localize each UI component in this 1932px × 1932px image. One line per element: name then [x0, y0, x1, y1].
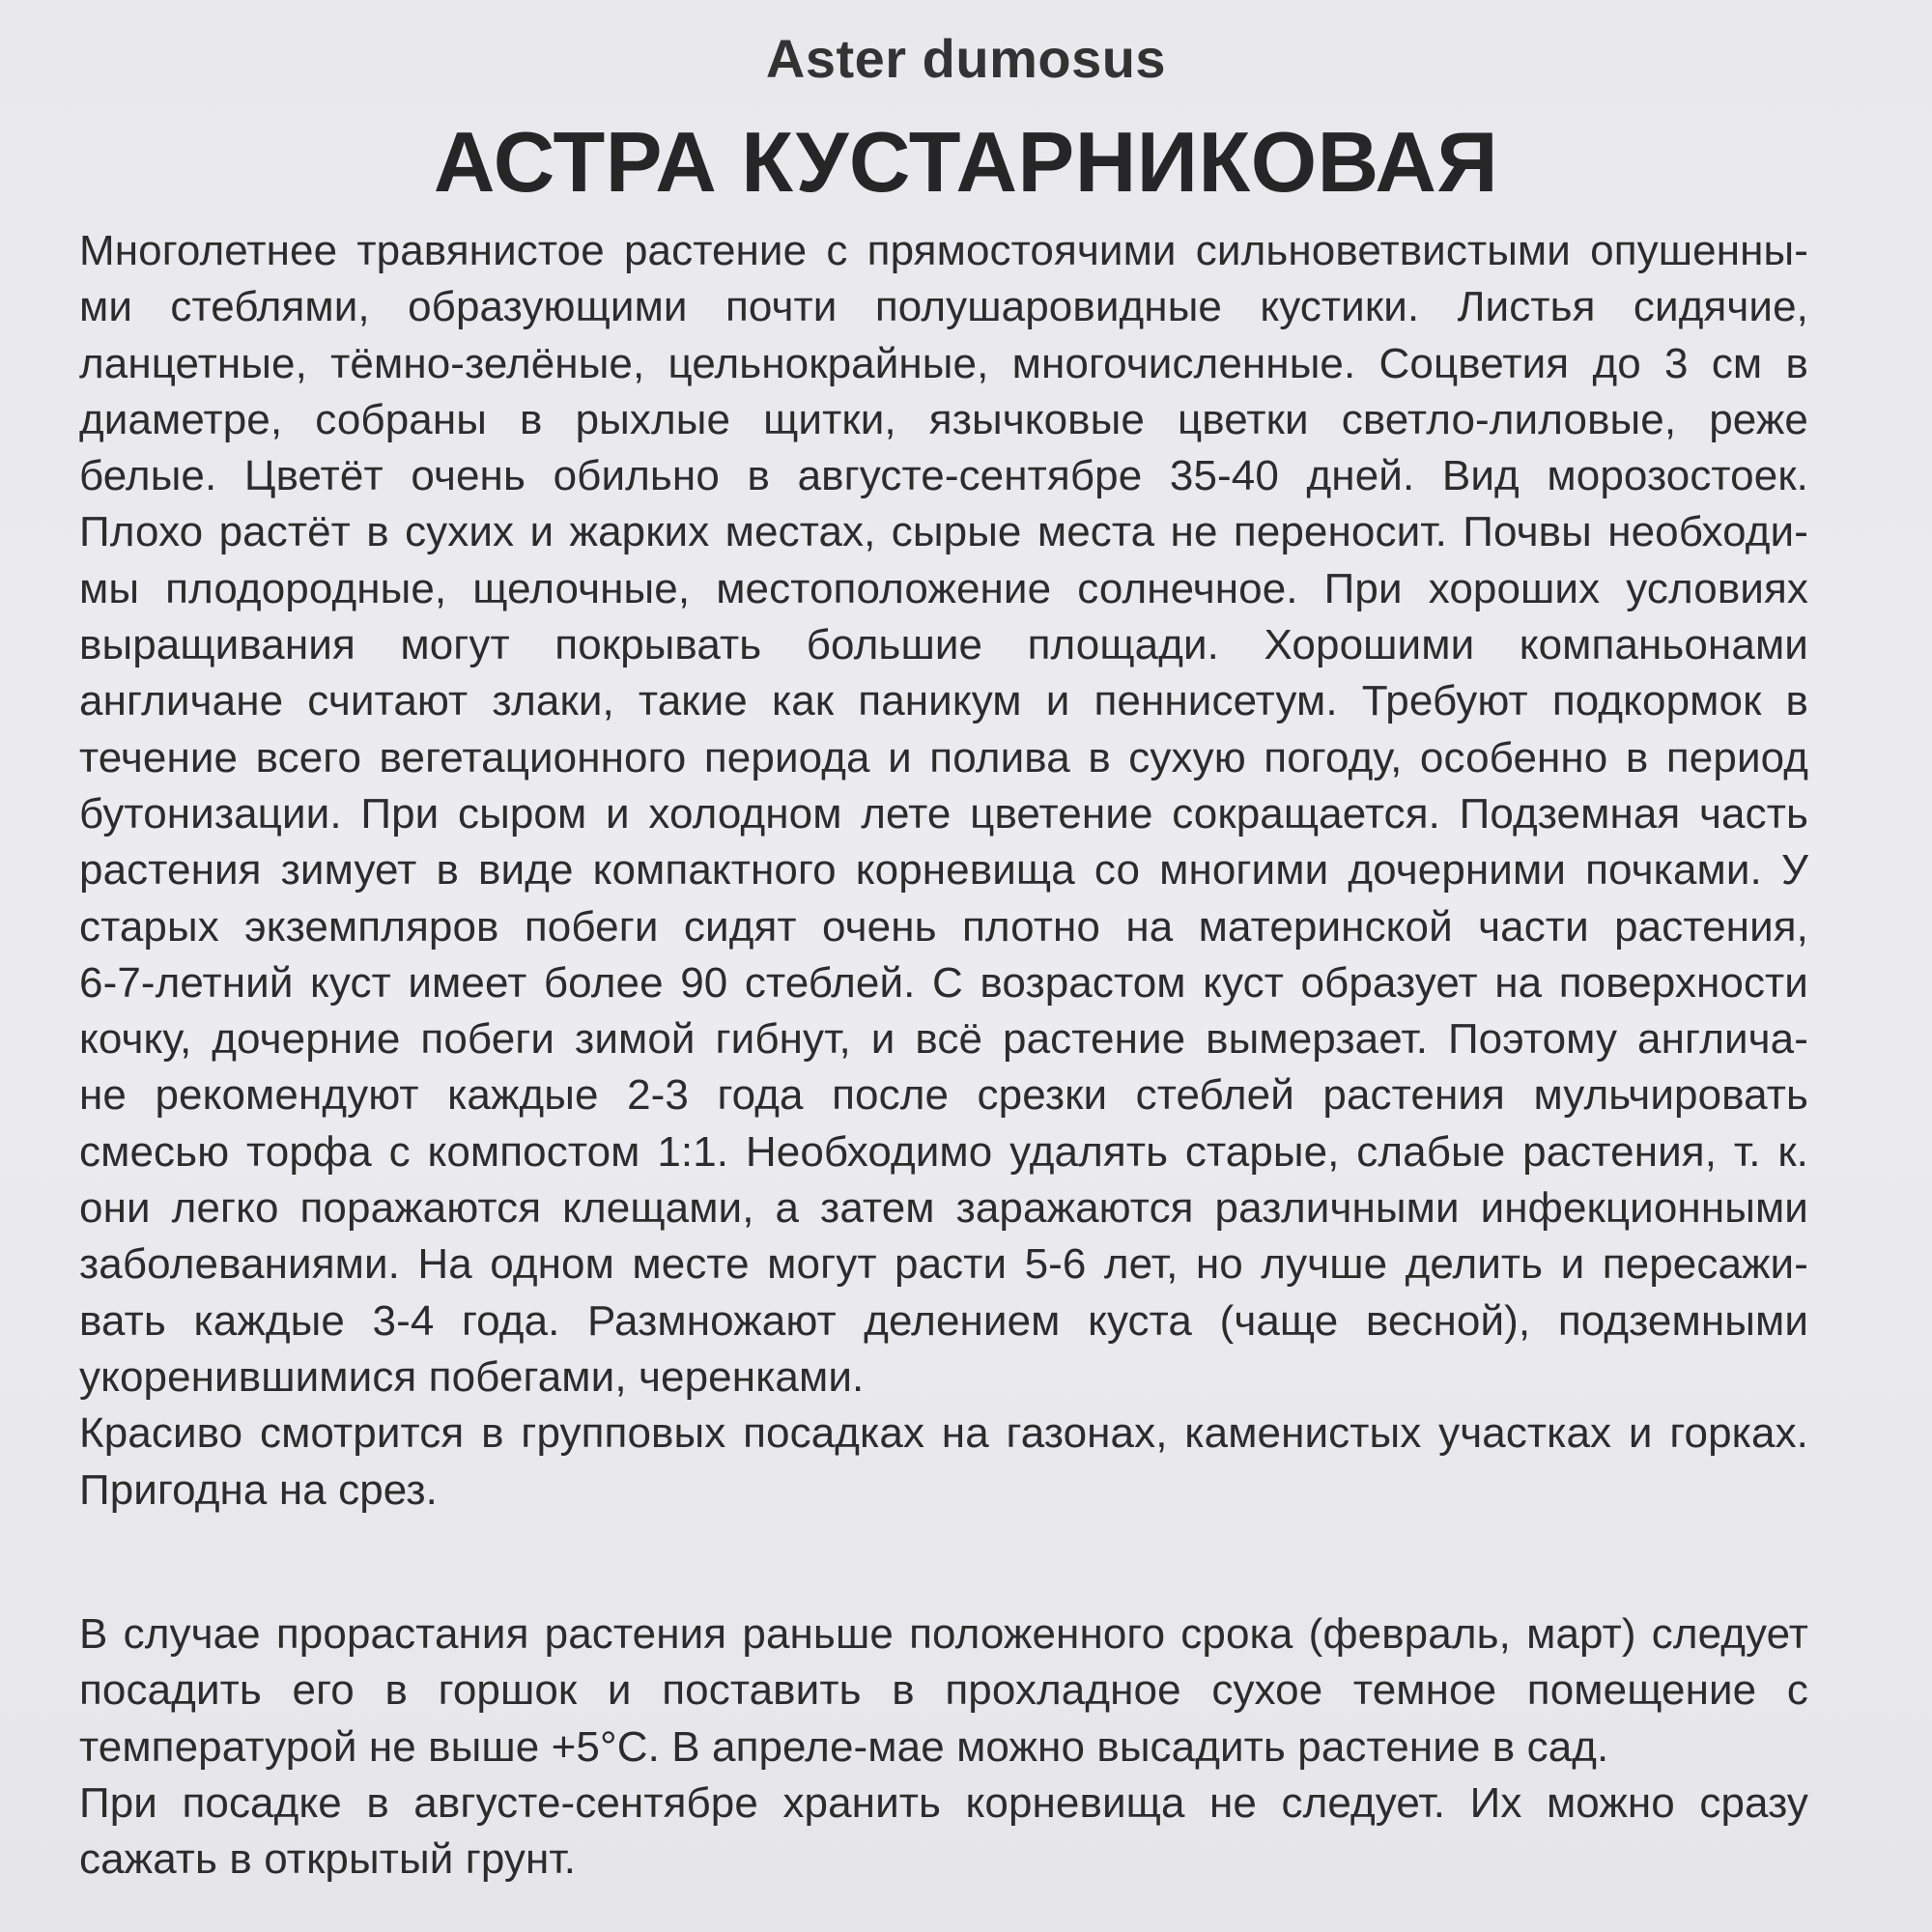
description-line: вать каждые 3-4 года. Размножают делением куста (чаще весной), подземными	[79, 1296, 1808, 1345]
description-line: Пригодна на срез.	[79, 1465, 438, 1514]
description-line: 6-7-летний куст имеет более 90 стеблей. С возрастом куст образует на поверхности	[79, 958, 1808, 1007]
description-line: диаметре, собраны в рыхлые щитки, язычковые цветки светло-лиловые, реже	[79, 395, 1808, 443]
note-line: сажать в открытый грунт.	[79, 1835, 577, 1884]
description-line: Красиво смотрится в групповых посадках на газонах, каменистых участках и горках.	[79, 1409, 1808, 1458]
description-line: они легко поражаются клещами, а затем заражаются различными инфекционными	[79, 1184, 1808, 1233]
description-line: ми стеблями, образующими почти полушаровидные кустики. Листья сидячие,	[79, 283, 1808, 331]
description-line: течение всего вегетационного периода и полива в сухую погоду, особенно в период	[79, 733, 1808, 781]
description-line: бутонизации. При сыром и холодном лете цветение сокращается. Подземная часть	[79, 789, 1808, 838]
description-line: мы плодородные, щелочные, местоположение солнечное. При хороших условиях	[79, 564, 1808, 612]
description-line: смесью торфа с компостом 1:1. Необходимо удалять старые, слабые растения, т. к.	[79, 1127, 1808, 1176]
description-line: заболеваниями. На одном месте могут расти 5-6 лет, но лучше делить и пересажи-	[79, 1240, 1808, 1289]
description-line: Плохо растёт в сухих и жарких местах, сырые места не переносит. Почвы необходи-	[79, 508, 1808, 556]
description-line: Многолетнее травянистое растение с прямостоячими сильноветвистыми опушенны-	[79, 227, 1808, 274]
description-line: англичане считают злаки, такие как паникум и пеннисетум. Требуют подкормок в	[79, 677, 1808, 725]
description-block	[79, 223, 1808, 1519]
note-line: посадить его в горшок и поставить в прохладное сухое темное помещение с	[79, 1666, 1808, 1715]
description-line: укоренившимися побегами, черенками.	[79, 1352, 865, 1401]
description-line: не рекомендуют каждые 2-3 года после срезки стеблей растения мульчировать	[79, 1071, 1808, 1120]
latin-name: Aster dumosus	[765, 28, 1167, 89]
note-line: В случае прорастания растения раньше положенного срока (февраль, март) следует	[79, 1610, 1808, 1658]
note-line: При посадке в августе-сентябре хранить корневища не следует. Их можно сразу	[79, 1778, 1808, 1827]
description-line: ланцетные, тёмно-зелёные, цельнокрайные, многочисленные. Соцветия до 3 см в	[79, 339, 1808, 387]
description-line: старых экземпляров побеги сидят очень плотно на материнской части растения,	[79, 902, 1808, 951]
page-title: АСТРА КУСТАРНИКОВАЯ	[433, 114, 1499, 210]
description-line: растения зимует в виде компактного корневища со многими дочерними почками. У	[79, 846, 1808, 895]
description-line: выращивания могут покрывать большие площади. Хорошими компаньонами	[79, 621, 1808, 669]
description-line: белые. Цветёт очень обильно в августе-сентябре 35-40 дней. Вид морозостоек.	[79, 452, 1808, 500]
note-line: температурой не выше +5°С. В апреле-мае можно высадить растение в сад.	[79, 1722, 1609, 1771]
description-line: кочку, дочерние побеги зимой гибнут, и всё растение вымерзает. Поэтому англича-	[79, 1015, 1808, 1064]
planting-note-block	[79, 1606, 1808, 1888]
